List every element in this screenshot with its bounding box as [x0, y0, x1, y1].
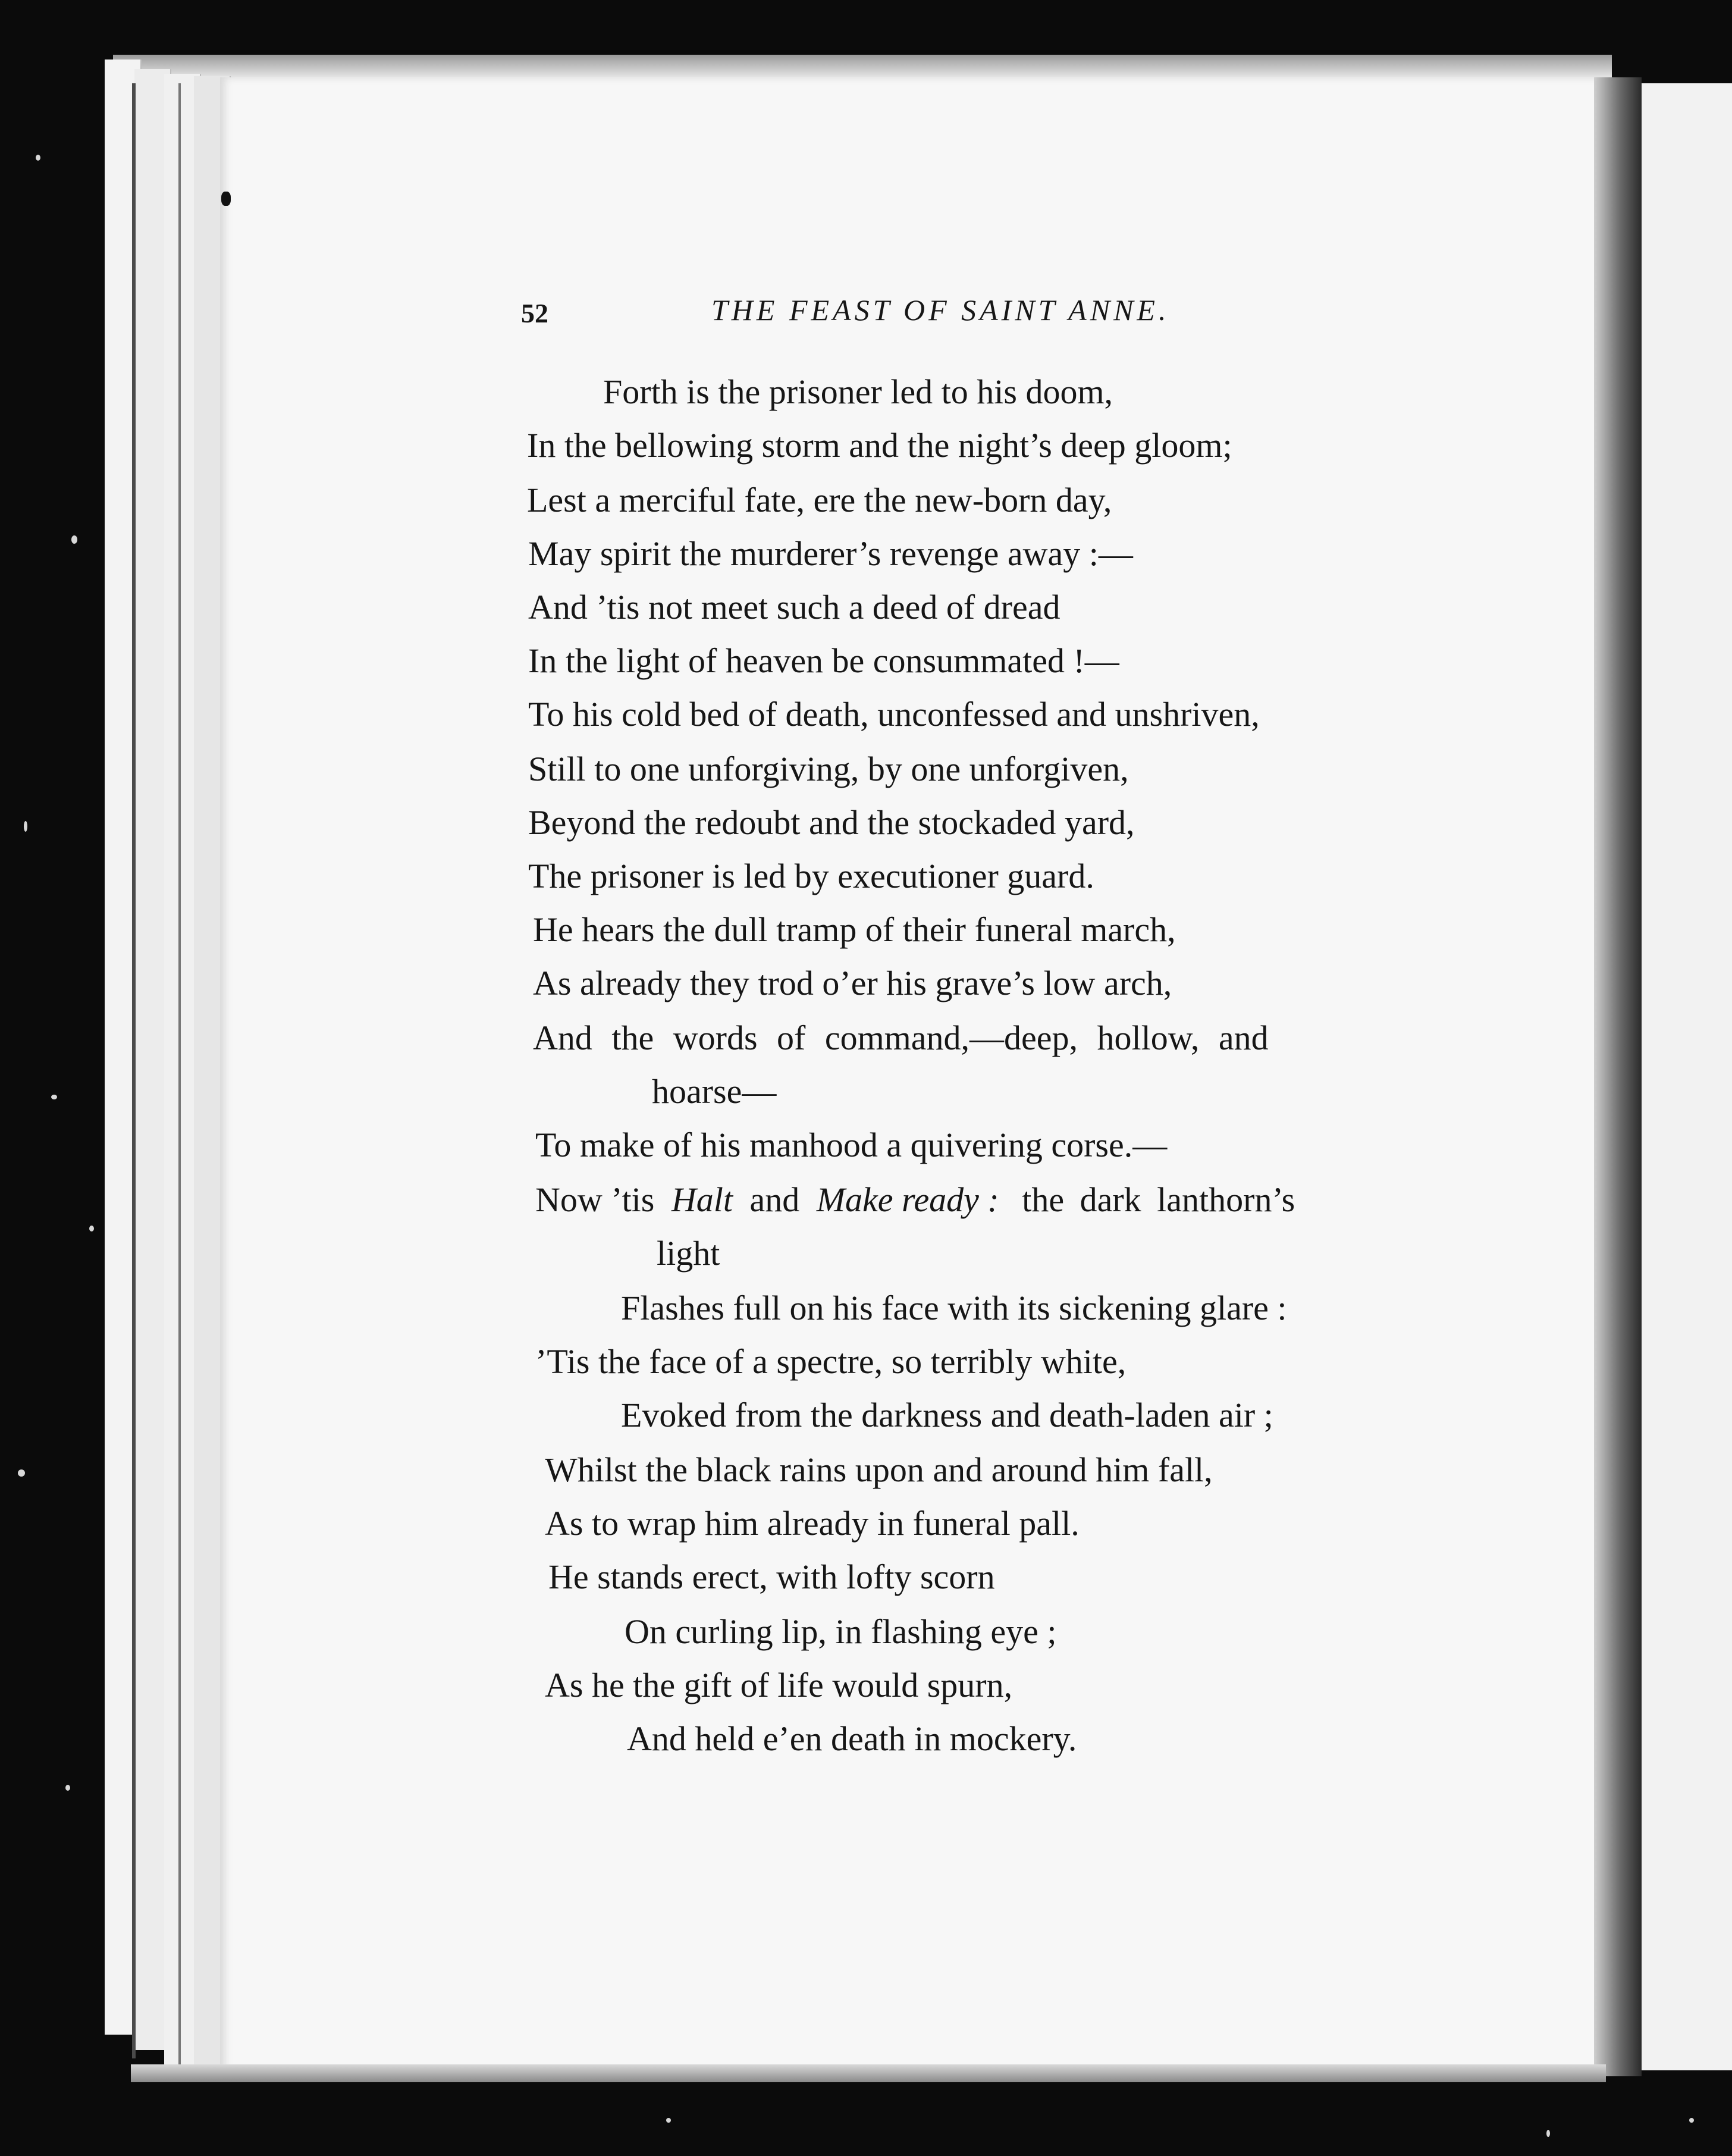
poem-segment: and	[749, 1180, 800, 1219]
poem-line: In the bellowing storm and the night’s deep gloom;	[527, 426, 1232, 465]
poem-line: Whilst the black rains upon and around him fall,	[545, 1450, 1213, 1489]
poem-line: Forth is the prisoner led to his doom,	[603, 372, 1113, 411]
poem-line: hoarse—	[652, 1072, 777, 1111]
poem-segment: the dark lanthorn’s	[1022, 1180, 1295, 1219]
poem-line: He hears the dull tramp of their funeral march,	[533, 910, 1176, 949]
poem-line: He stands erect, with lofty scorn	[548, 1558, 995, 1596]
poem-line: And the words of command,—deep, hollow, and	[533, 1019, 1269, 1057]
poem-line: ’Tis the face of a spectre, so terribly white,	[535, 1342, 1127, 1381]
poem-line: The prisoner is led by executioner guard.	[528, 857, 1094, 895]
poem-line	[535, 1180, 1295, 1219]
poem-segment-italic: Make ready :	[816, 1180, 999, 1219]
poem-line: And held e’en death in mockery.	[627, 1719, 1077, 1758]
poem-line: On curling lip, in flashing eye ;	[625, 1612, 1057, 1651]
poem-line: Flashes full on his face with its sickening glare :	[621, 1289, 1287, 1327]
poem-segment-italic: Halt	[671, 1180, 733, 1219]
poem-line: Beyond the redoubt and the stockaded yard,	[528, 803, 1135, 842]
poem-line: To make of his manhood a quivering corse.—	[535, 1126, 1168, 1164]
poem-line: As already they trod o’er his grave’s low arch,	[533, 964, 1172, 1002]
poem-line: As he the gift of life would spurn,	[545, 1666, 1013, 1704]
poem-line: light	[657, 1234, 720, 1273]
poem-line: In the light of heaven be consummated !—	[528, 641, 1119, 680]
poem-line: And ’tis not meet such a deed of dread	[528, 588, 1060, 626]
poem-line: As to wrap him already in funeral pall.	[545, 1504, 1080, 1543]
poem-line: Lest a merciful fate, ere the new-born day,	[527, 481, 1112, 519]
running-head: THE FEAST OF SAINT ANNE.	[711, 293, 1170, 327]
poem-segment: Now ’tis	[535, 1180, 655, 1219]
page-number: 52	[521, 298, 548, 328]
poem-line: Still to one unforgiving, by one unforgiven,	[528, 750, 1129, 788]
poem-line: May spirit the murderer’s revenge away :—	[528, 534, 1133, 573]
poem-line: To his cold bed of death, unconfessed and unshriven,	[528, 695, 1260, 734]
poem-line: Evoked from the darkness and death-laden air ;	[621, 1396, 1273, 1434]
